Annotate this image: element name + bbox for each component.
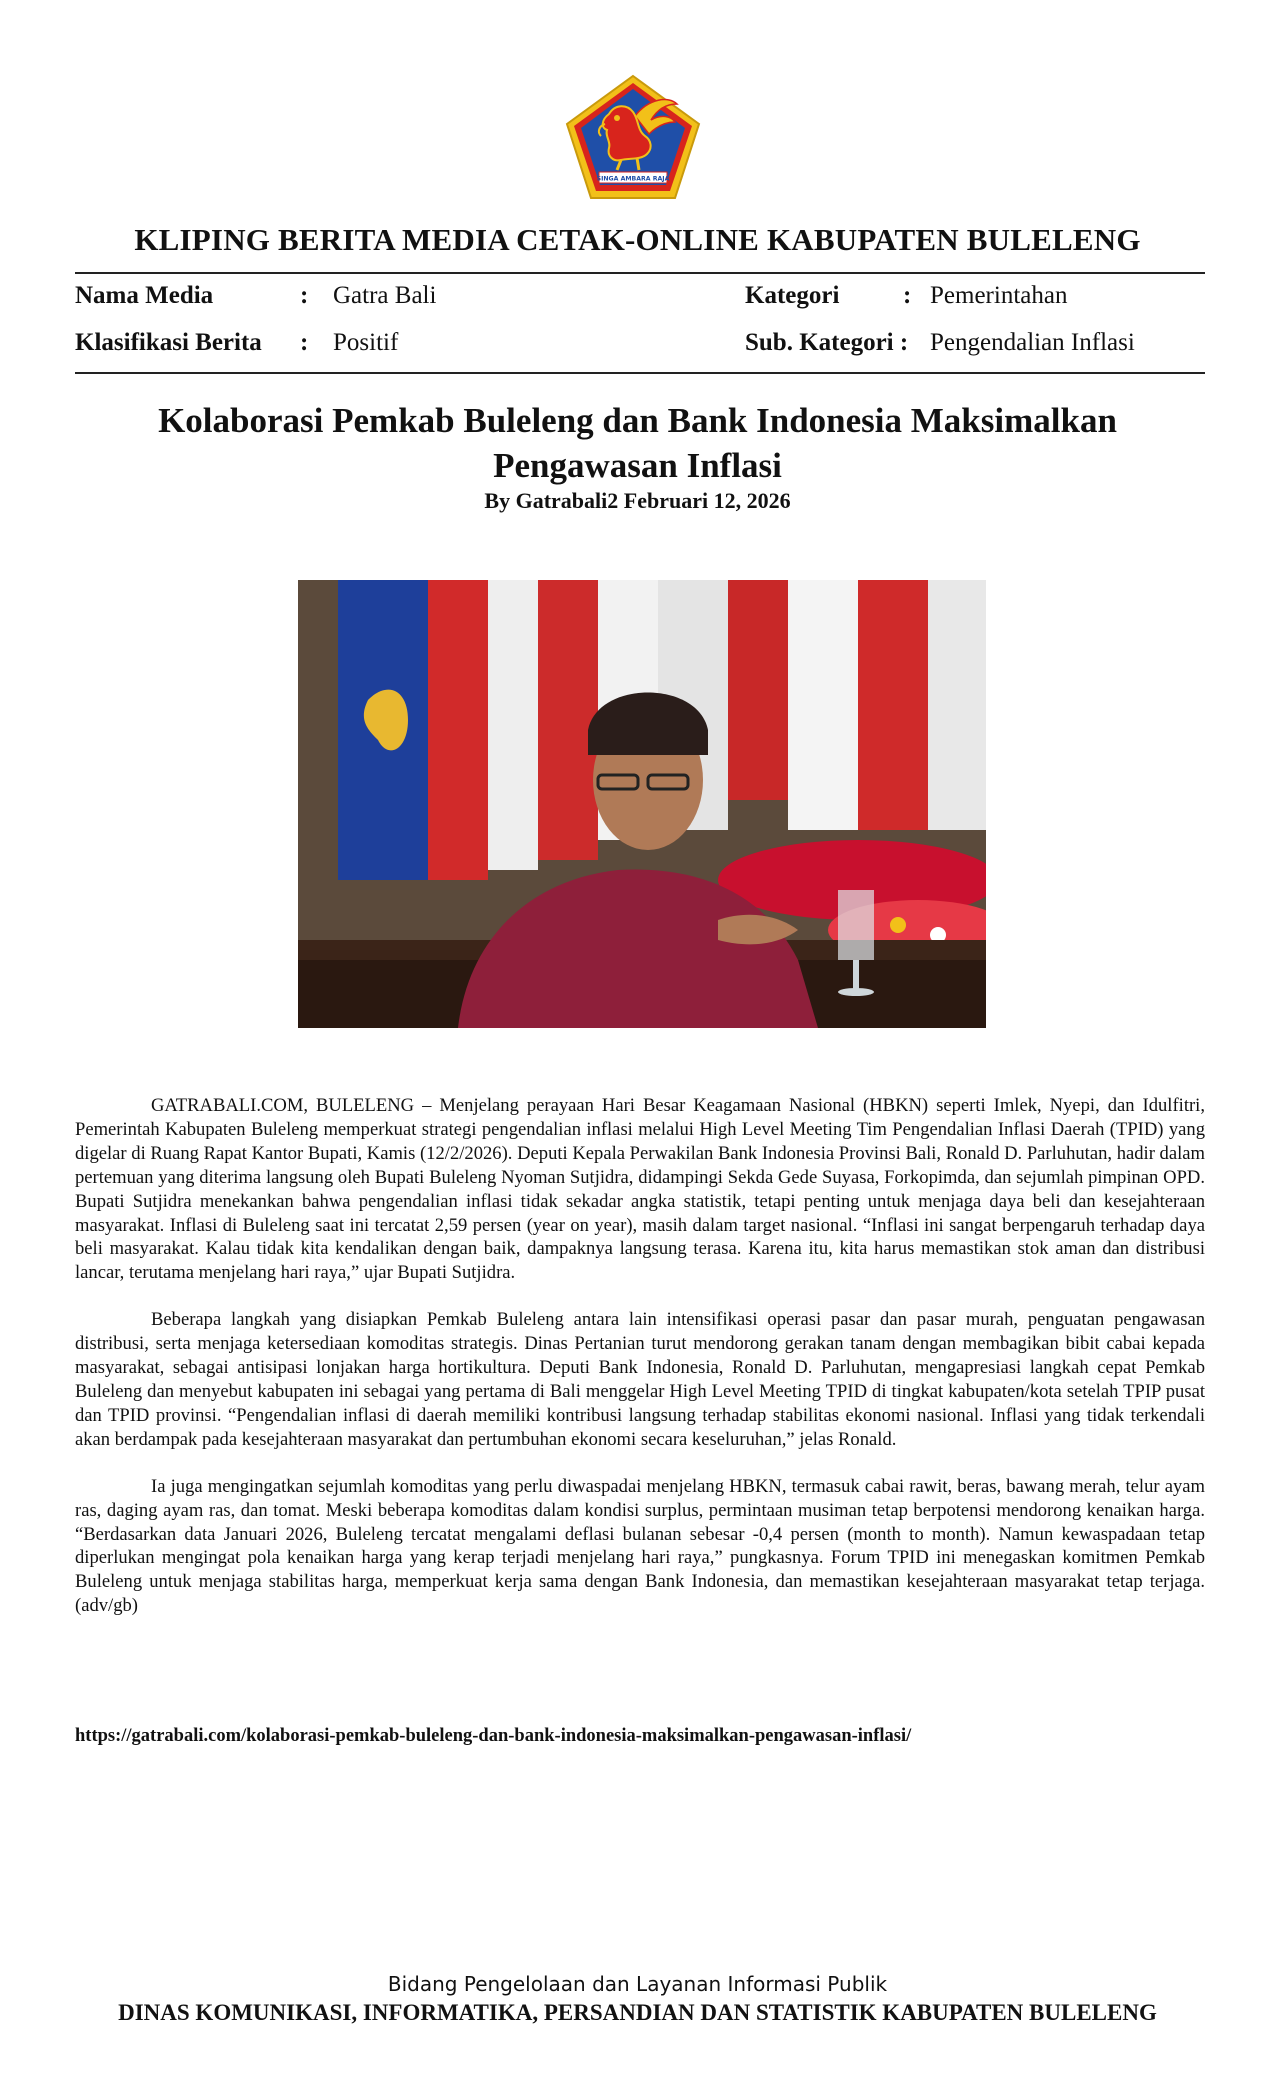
sub-kategori-value: Pengendalian Inflasi bbox=[930, 329, 1135, 356]
clipping-header-title: KLIPING BERITA MEDIA CETAK-ONLINE KABUPATEN BULELENG bbox=[134, 222, 1141, 257]
klasifikasi-value: Positif bbox=[333, 329, 399, 356]
nama-media-label: Nama Media bbox=[75, 282, 214, 309]
nama-media-value: Gatra Bali bbox=[333, 282, 437, 309]
sub-kategori-label: Sub. Kategori : bbox=[745, 329, 909, 356]
kategori-label: Kategori bbox=[745, 282, 840, 309]
header-divider-bottom bbox=[75, 372, 1205, 374]
article-title: Kolaborasi Pemkab Buleleng dan Bank Indonesia Maksimalkan Pengawasan Inflasi bbox=[158, 401, 1117, 485]
article-photo bbox=[298, 580, 986, 1028]
footer-department: Bidang Pengelolaan dan Layanan Informasi Publik bbox=[387, 1972, 888, 1996]
klasifikasi-label: Klasifikasi Berita bbox=[75, 329, 262, 356]
article-paragraph-3: Ia juga mengingatkan sejumlah komoditas yang perlu diwaspadai menjelang HBKN, termasuk cabai rawit, beras, bawang merah, telur ayam ras, daging ayam ras, dan tomat. Meski beberapa komoditas dalam kondisi surplus, permintaan musiman tetap berpotensi mendorong kenaikan harga. “Berdasarkan data Januari 2026, Buleleng tercatat mengalami deflasi bulanan sebesar -0,4 persen (month to month). Namun kewaspadaan tetap diperlukan mengingat pola kenaikan harga yang kerap terjadi menjelang hari raya,” pungkasnya. Forum TPID ini menegaskan komitmen Pemkab Buleleng untuk menjaga stabilitas harga, memperkuat kerja sama dengan Bank Indonesia, dan memastikan kesejahteraan masyarakat tetap terjaga.(adv/gb) bbox=[75, 1475, 1205, 1617]
article-byline: By Gatrabali2 Februari 12, 2026 bbox=[484, 488, 791, 513]
nama-media-colon: : bbox=[300, 282, 309, 309]
logo-ribbon-text: SINGA AMBARA RAJA bbox=[596, 175, 670, 183]
klasifikasi-colon: : bbox=[300, 329, 309, 356]
header-divider-top bbox=[75, 272, 1205, 274]
article-paragraph-1: GATRABALI.COM, BULELENG – Menjelang perayaan Hari Besar Keagamaan Nasional (HBKN) seperti Imlek, Nyepi, dan Idulfitri, Pemerintah Kabupaten Buleleng memperkuat strategi pengendalian inflasi melalui High Level Meeting Tim Pengendalian Inflasi Daerah (TPID) yang digelar di Ruang Rapat Kantor Bupati, Kamis (12/2/2026). Deputi Kepala Perwakilan Bank Indonesia Provinsi Bali, Ronald D. Parluhutan, hadir dalam pertemuan yang diterima langsung oleh Bupati Buleleng Nyoman Sutjidra, didampingi Sekda Gede Suyasa, Forkopimda, dan sejumlah pimpinan OPD. Bupati Sutjidra menekankan bahwa pengendalian inflasi tidak sekadar angka statistik, tetapi penting untuk menjaga daya beli dan kesejahteraan masyarakat. Inflasi di Buleleng saat ini tercatat 2,59 persen (year on year), masih dalam target nasional. “Inflasi ini sangat berpengaruh terhadap daya beli masyarakat. Kalau tidak kita kendalikan dengan baik, dampaknya langsung terasa. Karena itu, kita harus memastikan stok aman dan distribusi lancar, terutama menjelang hari raya,” ujar Bupati Sutjidra. bbox=[75, 1095, 1205, 1284]
article-source-link[interactable]: https://gatrabali.com/kolaborasi-pemkab-buleleng-dan-bank-indonesia-maksimalkan-pengawasan-inflasi/ bbox=[75, 1726, 912, 1746]
buleleng-regency-logo bbox=[565, 74, 701, 200]
kategori-value: Pemerintahan bbox=[930, 282, 1068, 309]
footer-agency: DINAS KOMUNIKASI, INFORMATIKA, PERSANDIAN DAN STATISTIK KABUPATEN BULELENG bbox=[118, 2000, 1157, 2025]
kategori-colon: : bbox=[903, 282, 912, 309]
article-body bbox=[75, 1094, 1205, 1641]
article-paragraph-2: Beberapa langkah yang disiapkan Pemkab Buleleng antara lain intensifikasi operasi pasar dan pasar murah, penguatan pengawasan distribusi, serta menjaga ketersediaan komoditas strategis. Dinas Pertanian turut mendorong gerakan tanam dengan membagikan bibit cabai kepada masyarakat, sebagai antisipasi lonjakan harga hortikultura. Deputi Bank Indonesia, Ronald D. Parluhutan, mengapresiasi langkah cepat Pemkab Buleleng dan menyebut kabupaten ini sebagai yang pertama di Bali menggelar High Level Meeting TPID di tingkat kabupaten/kota setelah TPIP pusat dan TPID provinsi. “Pengendalian inflasi di daerah memiliki kontribusi langsung terhadap stabilitas ekonomi nasional. Inflasi yang tidak terkendali akan berdampak pada kesejahteraan masyarakat dan pertumbuhan ekonomi secara keseluruhan,” jelas Ronald. bbox=[75, 1309, 1205, 1450]
